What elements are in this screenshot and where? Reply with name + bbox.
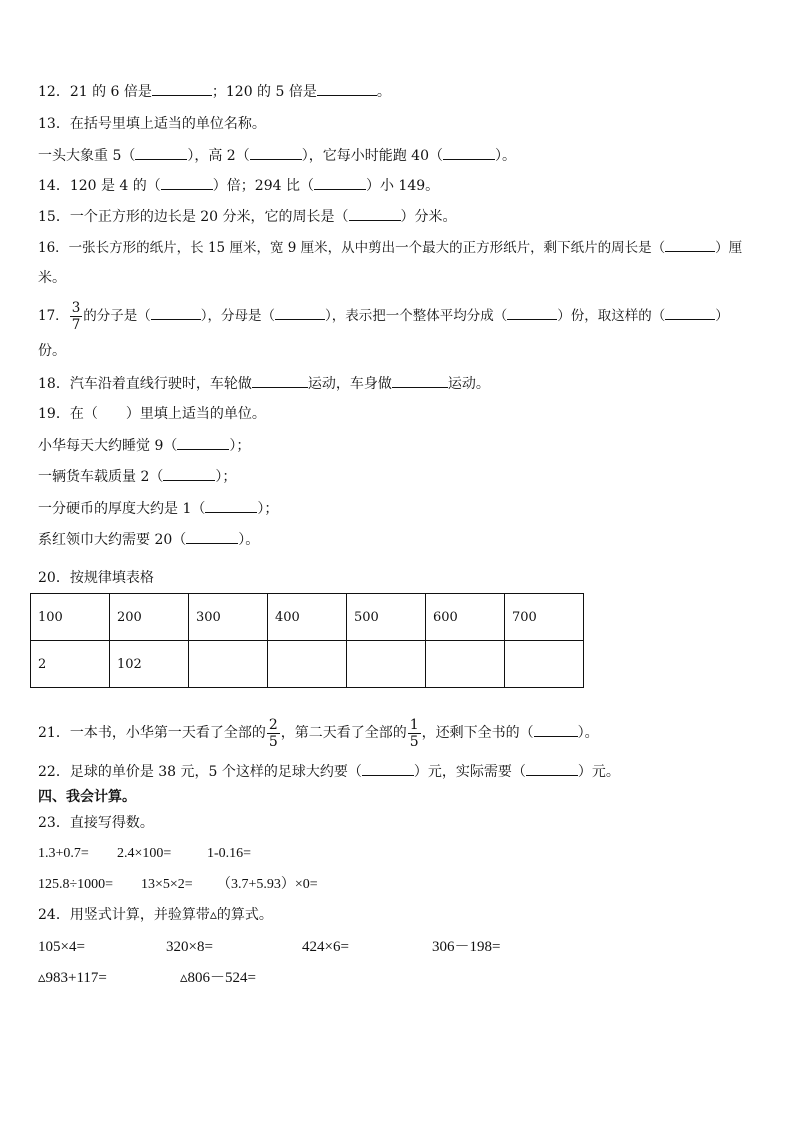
blank[interactable] (665, 237, 715, 252)
blank[interactable] (205, 498, 257, 513)
fraction: $\frac{3}{7}$ (71, 300, 81, 333)
question-24-row-2: ▵983+117= ▵806－524= (38, 970, 256, 986)
blank[interactable] (392, 373, 448, 388)
blank[interactable] (163, 466, 215, 481)
blank[interactable] (186, 529, 238, 544)
blank[interactable] (177, 435, 229, 450)
question-24-title: 24．用竖式计算，并验算带▵的算式。 (38, 907, 273, 923)
question-19-line-1: 小华每天大约睡觉 9（ ）； (38, 435, 250, 456)
question-23-row-1: 1.3+0.7= 2.4×100= 1-0.16= (38, 846, 252, 861)
table-cell: 102 (110, 641, 189, 688)
question-15: 15．一个正方形的边长是 20 分米，它的周长是（ ）分米。 (38, 206, 457, 227)
table-cell: 200 (110, 594, 189, 641)
question-18: 18．汽车沿着直线行驶时，车轮做 运动，车身做 运动。 (38, 373, 490, 394)
question-22: 22．足球的单价是 38 元，5 个这样的足球大约要（ ）元，实际需要（ ）元。 (38, 761, 620, 782)
table-cell-blank[interactable] (268, 641, 347, 688)
table-cell-blank[interactable] (426, 641, 505, 688)
question-23-title: 23．直接写得数。 (38, 815, 154, 831)
question-19-line-2: 一辆货车载质量 2（ ）； (38, 466, 236, 487)
section-heading: 四、我会计算。 (38, 789, 136, 805)
blank[interactable] (152, 81, 212, 96)
question-21: 21．一本书，小华第一天看了全部的 $\frac{2}{5}$ ，第二天看了全部的 $\frac{1}{5}$ ，还剩下全书的（ ）。 (38, 716, 599, 750)
table-cell: 500 (347, 594, 426, 641)
pattern-table (30, 593, 584, 688)
question-14: 14．120 是 4 的（ ）倍；294 比（ ）小 149。 (38, 175, 439, 196)
table-cell-blank[interactable] (347, 641, 426, 688)
question-12: 12．21 的 6 倍是 ；120 的 5 倍是 。 (38, 81, 391, 102)
blank[interactable] (665, 305, 715, 320)
table-cell-blank[interactable] (189, 641, 268, 688)
table-cell: 600 (426, 594, 505, 641)
question-16-cont: 米。 (38, 270, 66, 286)
table-row (31, 641, 584, 688)
blank[interactable] (362, 761, 414, 776)
table-cell: 700 (505, 594, 584, 641)
blank[interactable] (443, 145, 495, 160)
blank[interactable] (250, 145, 302, 160)
blank[interactable] (275, 305, 325, 320)
blank[interactable] (252, 373, 308, 388)
table-cell-blank[interactable] (505, 641, 584, 688)
question-19-line-4: 系红领巾大约需要 20（ ）。 (38, 529, 259, 550)
question-13-line: 一头大象重 5（ ），高 2（ ），它每小时能跑 40（ ）。 (38, 145, 516, 166)
blank[interactable] (317, 81, 377, 96)
question-20-title: 20．按规律填表格 (38, 570, 154, 586)
table-row (31, 594, 584, 641)
blank[interactable] (349, 206, 401, 221)
question-13-title: 13．在括号里填上适当的单位名称。 (38, 116, 266, 132)
blank[interactable] (161, 175, 213, 190)
fraction: $\frac{2}{5}$ (268, 716, 278, 750)
question-23-row-2: 125.8÷1000= 13×5×2= （3.7+5.93）×0= (38, 877, 318, 892)
question-19-title: 19．在（ ）里填上适当的单位。 (38, 406, 266, 422)
table-cell: 100 (31, 594, 110, 641)
question-16: 16．一张长方形的纸片，长 15 厘米，宽 9 厘米，从中剪出一个最大的正方形纸片，剩下纸片的周长是（ ）厘 (38, 237, 742, 258)
blank[interactable] (135, 145, 187, 160)
question-24-row-1: 105×4= 320×8= 424×6= 306－198= (38, 939, 501, 955)
table-cell: 300 (189, 594, 268, 641)
table-cell: 2 (31, 641, 110, 688)
blank[interactable] (526, 761, 578, 776)
blank[interactable] (151, 305, 201, 320)
fraction: $\frac{1}{5}$ (409, 716, 419, 750)
blank[interactable] (314, 175, 366, 190)
question-17-cont: 份。 (38, 343, 66, 359)
blank[interactable] (507, 305, 557, 320)
table-cell: 400 (268, 594, 347, 641)
blank[interactable] (534, 722, 578, 737)
question-17: 17． $\frac{3}{7}$ 的分子是（ ），分母是（ ），表示把一个整体平均分成（ ）份，取这样的（ ） (38, 300, 729, 333)
question-19-line-3: 一分硬币的厚度大约是 1（ ）； (38, 498, 278, 519)
